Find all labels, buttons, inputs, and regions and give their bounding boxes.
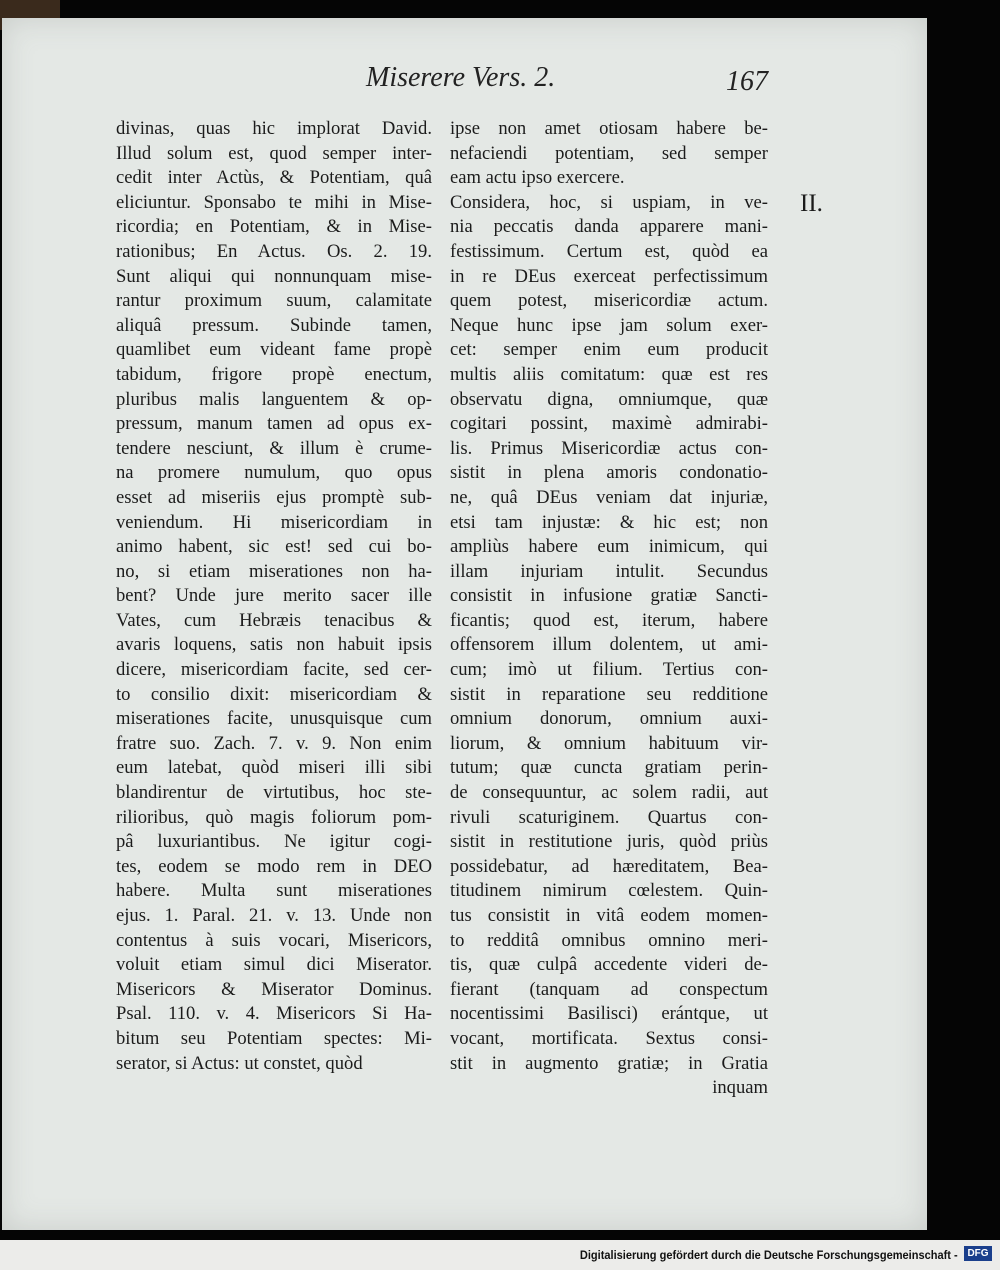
text-line: nefaciendi potentiam, sed semper <box>450 142 768 164</box>
text-line: blandirentur de virtutibus, hoc ste- <box>116 782 432 804</box>
text-line: consistit in infusione gratiæ Sancti- <box>450 585 768 607</box>
text-line: rationibus; En Actus. Os. 2. 19. <box>116 240 432 262</box>
text-line: Neque hunc ipse jam solum exer- <box>450 314 768 336</box>
text-line: to redditâ omnibus omnino meri- <box>450 929 768 951</box>
text-line: animo habent, sic est! sed cui bo- <box>116 536 432 558</box>
text-line: to consilio dixit: misericordiam & <box>116 683 432 705</box>
text-line: rivuli scaturiginem. Quartus con- <box>450 806 768 828</box>
text-line: cogitari possint, maximè admirabi- <box>450 413 768 435</box>
text-line: aliquâ pressum. Subinde tamen, <box>116 314 432 336</box>
text-line: lis. Primus Misericordiæ actus con- <box>450 437 768 459</box>
text-line: de consequuntur, ac solem radii, aut <box>450 782 768 804</box>
text-line: cum; imò ut filium. Tertius con- <box>450 659 768 681</box>
text-line: tutum; quæ cuncta gratiam perin- <box>450 757 768 779</box>
text-line: offensorem illum dolentem, ut ami- <box>450 634 768 656</box>
text-line: ipse non amet otiosam habere be- <box>450 118 768 139</box>
text-line: titudinem nimirum cœlestem. Quin- <box>450 880 768 902</box>
text-line: pâ luxuriantibus. Ne igitur cogi- <box>116 831 432 853</box>
text-line: tes, eodem se modo rem in DEO <box>116 855 432 877</box>
text-line: illam injuriam intulit. Secundus <box>450 560 768 582</box>
left-text-column <box>116 117 432 1076</box>
text-line: dicere, misericordiam facite, sed cer- <box>116 659 432 681</box>
text-line: cedit inter Actùs, & Potentiam, quâ <box>116 167 432 189</box>
text-line: Psal. 110. v. 4. Misericors Si Ha- <box>116 1003 432 1025</box>
digitization-footer <box>0 1240 1000 1270</box>
text-line: ficantis; quod est, iterum, habere <box>450 609 768 631</box>
text-line: eam actu ipso exercere. <box>450 167 625 189</box>
text-line: tabidum, frigore propè enectum, <box>116 363 432 385</box>
text-line: Considera, hoc, si uspiam, in ve- <box>450 191 768 213</box>
text-line: esset ad miseriis ejus promptè sub- <box>116 486 432 508</box>
text-line: Sunt aliqui qui nonnunquam mise- <box>116 265 432 287</box>
text-line: fratre suo. Zach. 7. v. 9. Non enim <box>116 732 432 754</box>
text-line: liorum, & omnium habituum vir- <box>450 732 768 754</box>
text-line: habere. Multa sunt miserationes <box>116 880 432 902</box>
text-line: nocentissimi Basilisci) erántque, ut <box>450 1003 768 1025</box>
text-line: voluit etiam simul dici Miserator. <box>116 954 432 976</box>
text-line: stit in augmento gratiæ; in Gratia <box>450 1052 768 1074</box>
text-line: in re DEus exerceat perfectissimum <box>450 265 768 287</box>
text-line: ricordia; en Potentiam, & in Mise- <box>116 216 432 238</box>
text-line: eliciuntur. Sponsabo te mihi in Mise- <box>116 191 432 213</box>
text-line: inquam <box>712 1077 768 1099</box>
text-line: Illud solum est, quod semper inter- <box>116 142 432 164</box>
funding-notice: Digitalisierung gefördert durch die Deutsche Forschungsgemeinschaft - <box>580 1248 958 1262</box>
text-line: veniendum. Hi misericordiam in <box>116 511 432 533</box>
text-line: rantur proximum suum, calamitate <box>116 290 432 312</box>
text-line: miserationes facite, unusquisque cum <box>116 708 432 730</box>
text-line: tendere nesciunt, & illum è crume- <box>116 437 432 459</box>
text-line: festissimum. Certum est, quòd ea <box>450 240 768 262</box>
text-line: sistit in plena amoris condonatio- <box>450 462 768 484</box>
text-line: bent? Unde jure merito sacer ille <box>116 585 432 607</box>
text-line: Misericors & Miserator Dominus. <box>116 978 432 1000</box>
text-line: Vates, cum Hebræis tenacibus & <box>116 609 432 631</box>
text-line: bitum seu Potentiam spectes: Mi- <box>116 1027 432 1049</box>
text-line: avaris loquens, satis non habuit ipsis <box>116 634 432 656</box>
text-line: serator, si Actus: ut constet, quòd <box>116 1052 363 1074</box>
text-line: ampliùs habere eum inimicum, qui <box>450 536 768 558</box>
text-line: possidebatur, ad hæreditatem, Bea- <box>450 855 768 877</box>
running-head: Miserere Vers. 2. <box>366 62 556 93</box>
text-line: tis, quæ culpâ accedente videri de- <box>450 954 768 976</box>
text-line: nia peccatis danda apparere mani- <box>450 216 768 238</box>
text-line: pressum, manum tamen ad opus ex- <box>116 413 432 435</box>
text-line: na promere numulum, quo opus <box>116 462 432 484</box>
dfg-logo: DFG <box>964 1246 992 1261</box>
text-line: vocant, mortificata. Sextus consi- <box>450 1027 768 1049</box>
right-text-column <box>450 117 768 1101</box>
text-line: divinas, quas hic implorat David. <box>116 118 432 139</box>
text-line: pluribus malis languentem & op- <box>116 388 432 410</box>
text-line: no, si etiam miserationes non ha- <box>116 560 432 582</box>
page-number: 167 <box>726 66 768 97</box>
marginal-section-number: II. <box>800 190 823 217</box>
text-line: sistit in restitutione juris, quòd priùs <box>450 831 768 853</box>
text-line: quamlibet eum videant fame propè <box>116 339 432 361</box>
text-line: quem potest, misericordiæ actum. <box>450 290 768 312</box>
text-line: omnium donorum, omnium auxi- <box>450 708 768 730</box>
text-line: multis aliis comitatum: quæ est res <box>450 363 768 385</box>
text-line: sistit in reparatione seu redditione <box>450 683 768 705</box>
text-line: etsi tam injustæ: & hic est; non <box>450 511 768 533</box>
text-line: fierant (tanquam ad conspectum <box>450 978 768 1000</box>
text-line: ne, quâ DEus veniam dat injuriæ, <box>450 486 768 508</box>
text-line: tus consistit in vitâ eodem momen- <box>450 905 768 926</box>
text-line: contentus à suis vocari, Misericors, <box>116 929 432 951</box>
text-line: rilioribus, quò magis foliorum pom- <box>116 806 432 828</box>
text-line: eum latebat, quòd miseri illi sibi <box>116 757 432 779</box>
text-line: cet: semper enim eum producit <box>450 339 768 361</box>
text-line: ejus. 1. Paral. 21. v. 13. Unde non <box>116 905 432 926</box>
text-line: observatu digna, omniumque, quæ <box>450 388 768 410</box>
